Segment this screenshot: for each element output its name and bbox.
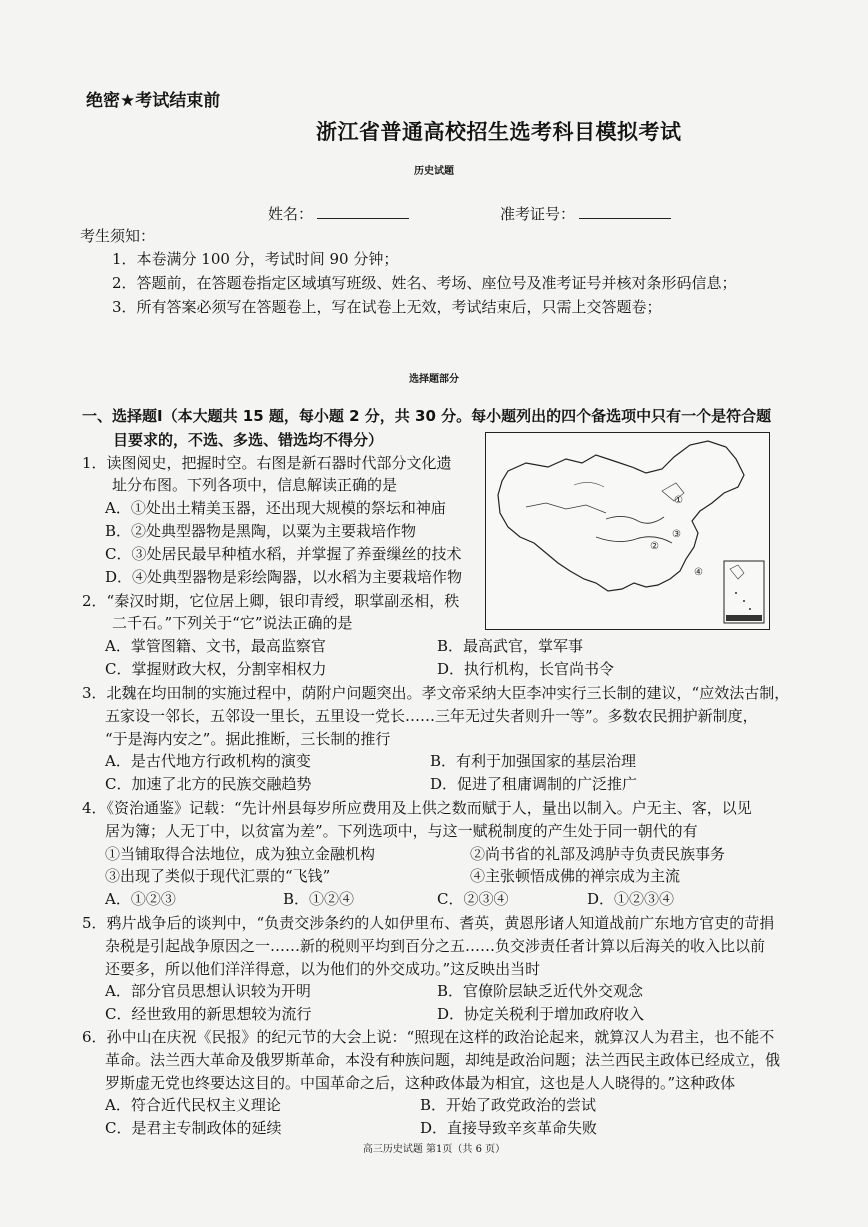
notice-item: 3．所有答案必须写在答题卷上，写在试卷上无效，考试结束后，只需上交答题卷； [112,298,662,316]
q2-option-c[interactable]: C．掌握财政大权，分割宰相权力 [105,660,327,678]
exam-id-label: 准考证号： [500,205,576,223]
q5-option-c[interactable]: C．经世致用的新思想较为流行 [105,1005,312,1023]
part-instructions: 一、选择题Ⅰ（本大题共 15 题，每小题 2 分，共 30 分。每小题列出的四个备选项中只有一个是符合题 [82,407,772,425]
south-sea-inset [724,561,764,623]
notice-item: 1．本卷满分 100 分，考试时间 90 分钟； [112,250,399,268]
question-5-text: 杂税是引起战争原因之一……新的税则平均到百分之五……负交涉责任者计算以后海关的收入比以前 [105,937,766,955]
china-map-outline [486,433,769,629]
name-field[interactable] [268,203,409,224]
q2-option-b[interactable]: B．最高武官，掌军事 [437,637,584,655]
q4-option-a[interactable]: A．①②③ [105,890,176,908]
question-3-text: 3．北魏在均田制的实施过程中，荫附户问题突出。孝文帝采纳大臣李冲实行三长制的建议，“应效法古制， [82,684,790,702]
q5-option-b[interactable]: B．官僚阶层缺乏近代外交观念 [437,982,644,1000]
name-label: 姓名： [268,205,314,223]
question-5-text: 5．鸦片战争后的谈判中，“负责交涉条约的人如伊里布、耆英，黄恩彤诸人知道战前广东地方官吏的苛捐 [82,914,775,932]
question-4-text: 4．《资治通鉴》记载：“先计州县每岁所应费用及上供之数而赋于人，量出以制入。户无主、客，以见 [82,799,752,817]
q3-option-c[interactable]: C．加速了北方的民族交融趋势 [105,775,312,793]
map-marker-4: ④ [694,567,703,578]
q5-option-a[interactable]: A．部分官员思想认识较为开明 [105,982,311,1000]
q6-option-c[interactable]: C．是君主专制政体的延续 [105,1119,282,1137]
q3-option-b[interactable]: B．有利于加强国家的基层治理 [430,752,637,770]
map-marker-1: ① [674,495,683,506]
q1-option-d[interactable]: D．④处典型器物是彩绘陶器，以水稻为主要栽培作物 [105,568,463,586]
q4-statement-4: ④主张顿悟成佛的禅宗成为主流 [470,867,681,885]
confidential-label: 绝密★考试结束前 [86,91,221,111]
question-6-text: 罗斯虚无党也终要达这目的。中国革命之后，这种政体最为相宜，这也是人人晓得的。”这种政体 [105,1074,736,1092]
question-4-text: 居为簿；人无丁中，以贫富为差”。下列选项中，与这一赋税制度的产生处于同一朝代的有 [105,822,698,840]
exam-title: 浙江省普通高校招生选考科目模拟考试 [316,120,682,144]
question-6-text: 革命。法兰西大革命及俄罗斯革命，本没有种族问题，却纯是政治问题；法兰西民主政体已经成立，俄 [105,1051,781,1069]
q4-statement-1: ①当铺取得合法地位，成为独立金融机构 [105,845,376,863]
q4-option-c[interactable]: C．②③④ [437,890,509,908]
q6-option-a[interactable]: A．符合近代民权主义理论 [105,1096,281,1114]
map-marker-2: ② [650,541,659,552]
subject-title: 历史试题 [414,166,454,177]
name-blank[interactable] [317,204,409,219]
section-title: 选择题部分 [409,374,459,385]
question-2-text: 二千石。”下列关于“它”说法正确的是 [112,614,353,632]
exam-id-field[interactable] [500,203,671,224]
q2-option-d[interactable]: D．执行机构，长官尚书令 [437,660,615,678]
q4-statement-3: ③出现了类似于现代汇票的“飞钱” [105,867,331,885]
question-3-text: 五家设一邻长，五邻设一里长，五里设一党长……三年无过失者则升一等”。多数农民拥护新制度， [105,707,758,725]
question-3-text: “于是海内安之”。据此推断，三长制的推行 [105,730,391,748]
q2-option-a[interactable]: A．掌管图籍、文书，最高监察官 [105,637,326,655]
q4-option-b[interactable]: B．①②④ [283,890,355,908]
page-footer: 高三历史试题 第1页（共 6 页） [362,1144,506,1155]
q3-option-d[interactable]: D．促进了租庸调制的广泛推广 [430,775,638,793]
q1-option-a[interactable]: A．①处出土精美玉器，还出现大规模的祭坛和神庙 [105,499,446,517]
neolithic-sites-map [485,432,770,630]
question-1-text: 1．读图阅史，把握时空。右图是新石器时代部分文化遗 [82,454,452,472]
q4-option-d[interactable]: D．①②③④ [587,890,675,908]
part-instructions-cont: 目要求的，不选、多选、错选均不得分） [113,431,384,449]
q1-option-b[interactable]: B．②处典型器物是黑陶，以粟为主要栽培作物 [105,522,417,540]
notice-item: 2．答题前，在答题卷指定区域填写班级、姓名、考场、座位号及准考证号并核对条形码信息； [112,274,737,292]
notice-heading: 考生须知： [80,227,156,245]
q6-option-d[interactable]: D．直接导致辛亥革命失败 [420,1119,598,1137]
question-5-text: 还要多，所以他们洋洋得意，以为他们的外交成功。”这反映出当时 [105,960,541,978]
q5-option-d[interactable]: D．协定关税利于增加政府收入 [437,1005,645,1023]
q3-option-a[interactable]: A．是古代地方行政机构的演变 [105,752,311,770]
question-2-text: 2．“秦汉时期，它位居上卿，银印青绶，职掌副丞相，秩 [82,592,460,610]
q1-option-c[interactable]: C．③处居民最早种植水稻，并掌握了养蚕缫丝的技术 [105,545,462,563]
question-1-text: 址分布图。下列各项中，信息解读正确的是 [112,476,398,494]
exam-id-blank[interactable] [579,204,671,219]
q6-option-b[interactable]: B．开始了政党政治的尝试 [420,1096,597,1114]
map-marker-3: ③ [672,529,681,540]
q4-statement-2: ②尚书省的礼部及鸿胪寺负责民族事务 [470,845,726,863]
question-6-text: 6．孙中山在庆祝《民报》的纪元节的大会上说：“照现在这样的政治论起来，就算汉人为君主，也不能不 [82,1028,775,1046]
